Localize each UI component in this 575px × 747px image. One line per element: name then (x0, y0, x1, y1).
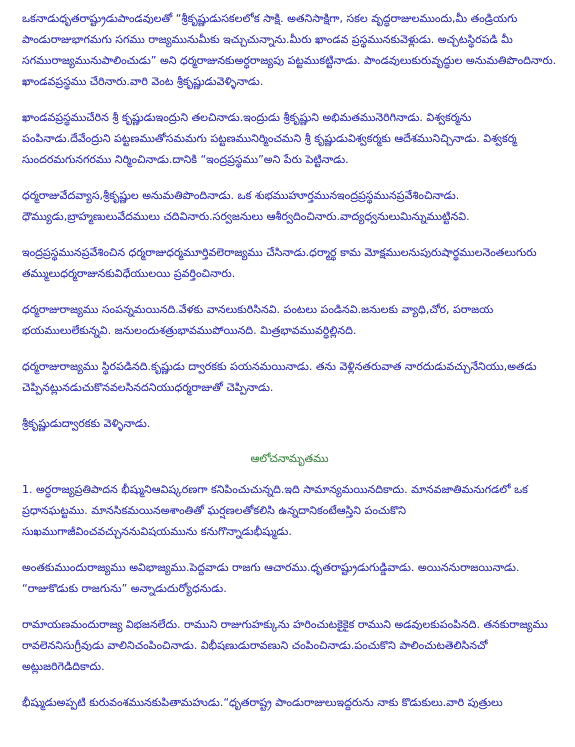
paragraph-3: ధర్మరాజువేదవ్యాస,శ్రీకృష్ణుల అనుమతిపొందినాడు. ఒక శుభముహూర్తమునఇంద్రప్రస్థమునప్రవేశించినాడు. ధౌమ్యుడు,బ్రాహ్మణులువేదములు చదివినారు.సర్వజనులు ఆశీర్వదించినారు.వాద్యధ్వనులుమిన్నుముట్టినవి. (22, 189, 470, 223)
paragraph-5: ధర్మరాజురాజ్యము సంపన్నమయినది.వేళకు వానలుకురిసినవి. పంటలు పండినవి.జనులకు వ్యాధి,చోర, పరాజయ భయములులేకున్నవి. జనులందుశత్రుభావముపోయినది. మిత్రభావమువర్ధిల్లినది. (22, 303, 494, 337)
analysis-paragraph-2: అంతకుముందురాజ్యము అవిభాజ్యము.పెద్దవాడు రాజగు ఆచారము.ధృతరాష్ట్రుడుగుడ్డివాడు. అయిననురాజయినాడు. “రాజుకొడుకు రాజగును” అన్నాడుదుర్యోధనుడు. (22, 561, 520, 595)
section-heading: ఆలోచనామృతము (250, 452, 329, 465)
paragraph-2: ఖాండవప్రస్థముచేరిన శ్రీ కృష్ణుడుఇంద్రుని తలచినాడు.ఇంద్రుడు శ్రీకృష్ణుని అభిమతమునెరిగినాడు. విశ్వకర్మను పంపినాడు.దేవేంద్రుని పట్టణముతోసమమగు పట్టణమునిర్మించమని శ్రీ కృష్ణుడువిశ్వకర్మకు ఆదేశమునిచ్చినాడు. విశ్వకర్మ సుందరమగునగరము నిర్మించినాడు.దానికి “ఇంద్రప్రస్థము”అని పేరు పెట్టినాడు. (22, 111, 517, 166)
paragraph-6: ధర్మరాజురాజ్యము స్థిరపడినది.కృష్ణుడు ద్వారకకు పయనమయినాడు. తను వెళ్లినతరువాత నారదుడువచ్చునేనియు,అతడు చెప్పినట్లునడుచుకొనవలసినదనియుధర్మరాజుతో చెప్పినాడు. (22, 360, 537, 394)
paragraph-7: శ్రీకృష్ణుడుద్వారకకు వెళ్ళినాడు. (22, 417, 151, 430)
paragraph-4: ఇంద్రప్రస్థమునప్రవేశించిన ధర్మరాజుధర్మమూర్తివలెరాజ్యము చేసినాడు.ధర్మార్థ కామ మోక్షములనుపురుషార్థములనెంతలుగురు తమ్ములుధర్మరాజునకువిధేయులయి ప్రవర్తించినారు. (22, 246, 537, 280)
paragraph-1: ఒకనాడుధృతరాష్ట్రుడుపాండవులతో “శ్రీకృష్ణుడుసకలలోక సాక్షి. అతనిసాక్షిగా, సకల వృద్ధరాజులముందు,మీ తండ్రియగు పాండురాజుభాగమగు సగము రాజ్యమునుమీకు ఇచ్చుచున్నాను.మీరు ఖాండవ ప్రస్థమునకువెళ్లుడు. అచ్చటస్థిరపడి మీ సగమురాజ్యమునుపాలించుడు” అని ధర్మరాజునకుఅర్ధరాజ్యపు పట్టముకట్టినాడు. పాండవులుకురువృద్ధుల అనుమతిపొందినారు. ఖాండవప్రస్థము చేరినారు.వారి వెంట శ్రీకృష్ణుడువెళ్ళినాడు. (22, 12, 557, 88)
analysis-paragraph-3: రామాయణమందురాజ్య విభజనలేదు. రాముని రాజుగుహక్కును హరించుటకైకైక రాముని అడవులకుపంపినది. తనకురాజ్యము రావలెననిసుగ్రీవుడు వాలినిచంపించినాడు. విభీషణుడురావణుని చంపించినాడు.పంచుకొని పాలించుటతెలిసినచో అట్లుజరిగెడిదికాదు. (22, 618, 548, 673)
analysis-paragraph-4: భీష్ముడుఅప్పటి కురువంశమునకుపితామహుడు.“ధృతరాష్ట్ర పాండురాజులుఇద్దరును నాకు కొడుకులు.వారి పుత్రులు (22, 696, 503, 709)
analysis-paragraph-1: 1. అర్ధరాజ్యప్రతిపాదన భీష్మునిఆవిష్కరణగా కనిపించుచున్నది.ఇది సామాన్యమయినదికాదు. మానవజాతిమనుగడలో ఒక ప్రధానఘట్టము. మానసికమయినఅశాంతితో ఘర్షణలతోకలిసి ఉన్నదానికంటేఆస్తిని పంచుకొని సుఖముగాజీవించవచ్చుననువిషయమును కనుగొన్నాడుభీష్ముడు. (22, 483, 528, 538)
